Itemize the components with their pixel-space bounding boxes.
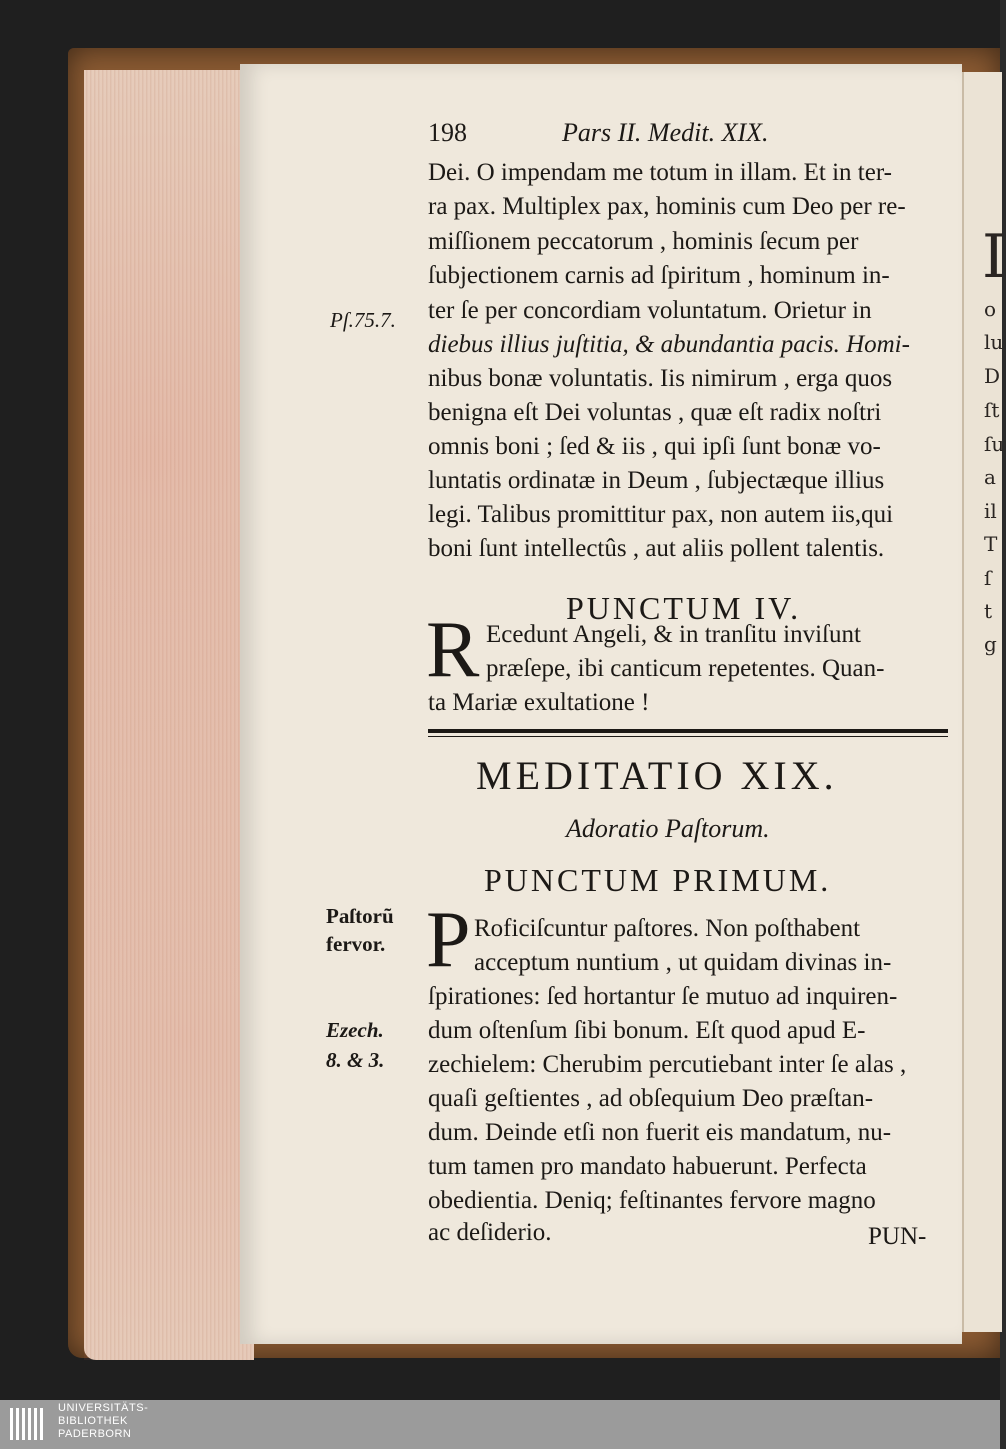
library-logo-icon — [8, 1404, 50, 1444]
text-line: ta Mariæ exultatione ! — [428, 689, 650, 716]
text-line: ra pax. Multiplex pax, hominis cum Deo per re- — [428, 193, 906, 220]
margin-note-pastorum: Paſtorũ — [326, 904, 394, 928]
facing-page-fragment: a — [984, 465, 996, 489]
text-line: Roficiſcuntur paſtores. Non poſthabent — [474, 915, 861, 942]
punctum-primum-heading: PUNCTUM PRIMUM. — [484, 862, 832, 898]
dropcap-r: R — [426, 606, 480, 694]
facing-page-edge — [962, 72, 1006, 1332]
text-line: quaſi geſtientes , ad obſequium Deo præſtan- — [428, 1085, 874, 1112]
logo-line: PADERBORN — [58, 1428, 132, 1440]
margin-note-ezech-ref: 8. & 3. — [326, 1048, 385, 1072]
facing-page-fragment: T — [984, 532, 998, 556]
text-line: benigna eſt Dei voluntas , quæ eſt radix noſtri — [428, 399, 882, 426]
facing-page-fragment: g — [984, 632, 997, 656]
library-logo-text — [58, 1402, 148, 1441]
meditatio-heading: MEDITATIO XIX. — [476, 753, 838, 798]
text-line: diebus illius juſtitia, & abundantia pacis. Homi- — [428, 331, 910, 358]
footer-bar — [0, 1400, 1000, 1449]
text-line: ac deſiderio. — [428, 1219, 552, 1246]
logo-line: UNIVERSITÄTS- — [58, 1402, 149, 1414]
text-line: ter ſe per concordiam voluntatum. Orietur in — [428, 297, 872, 324]
text-line: dum oſtenſum ſibi bonum. Eſt quod apud E- — [428, 1017, 866, 1044]
text-line: dum. Deinde etſi non fuerit eis mandatum, nu- — [428, 1119, 892, 1146]
facing-page-fragment: I — [982, 222, 1006, 292]
section-rule-thin — [428, 736, 948, 737]
text-line: ſpirationes: ſed hortantur ſe mutuo ad inquiren- — [428, 983, 898, 1010]
catchword: PUN- — [868, 1223, 927, 1250]
text-line: boni ſunt intellectûs , aut aliis pollent talentis. — [428, 535, 885, 562]
facing-page-fragment: D — [984, 364, 1001, 388]
facing-page-fragment: o — [984, 297, 997, 321]
section-rule — [428, 729, 948, 733]
text-line: Ecedunt Angeli, & in tranſitu inviſunt — [486, 621, 861, 648]
text-line: Dei. O impendam me totum in illam. Et in ter- — [428, 159, 892, 186]
dropcap-p: P — [426, 896, 471, 984]
facing-page-fragment: ſt — [984, 398, 1000, 422]
meditatio-subtitle: Adoratio Paſtorum. — [566, 814, 770, 843]
text-line: nibus bonæ voluntatis. Iis nimirum , erga quos — [428, 365, 893, 392]
text-line: tum tamen pro mandato habuerunt. Perfecta — [428, 1153, 867, 1180]
text-line: acceptum nuntium , ut quidam divinas in- — [474, 949, 892, 976]
text-line: ſubjectionem carnis ad ſpiritum , hominum in- — [428, 262, 890, 289]
margin-note-psalm: Pſ.75.7. — [330, 308, 396, 332]
running-title: Pars II. Medit. XIX. — [562, 118, 769, 147]
page-edges — [84, 70, 254, 1360]
facing-page-fragment: il — [984, 499, 997, 523]
punctum-iv-heading: PUNCTUM IV. — [566, 590, 802, 626]
facing-page-fragment: t — [984, 599, 993, 623]
text-line: obedientia. Deniq; feſtinantes fervore magno — [428, 1187, 876, 1214]
text-line: luntatis ordinatæ in Deum , ſubjectæque illius — [428, 467, 885, 494]
text-line: legi. Talibus promittitur pax, non autem iis,qui — [428, 501, 894, 528]
margin-note-fervor: fervor. — [326, 932, 386, 956]
page-number: 198 — [428, 118, 467, 147]
logo-line: BIBLIOTHEK — [58, 1415, 128, 1427]
margin-note-ezech: Ezech. — [326, 1018, 384, 1042]
facing-page-fragment: ſu — [984, 432, 1005, 456]
text-line: præſepe, ibi canticum repetentes. Quan- — [486, 655, 885, 682]
facing-page-fragment: lu — [984, 330, 1004, 354]
text-line: miſſionem peccatorum , hominis ſecum per — [428, 228, 859, 255]
facing-page-fragment: ſ — [984, 566, 992, 590]
text-line: zechielem: Cherubim percutiebant inter ſe alas , — [428, 1051, 907, 1078]
text-line: omnis boni ; ſed & iis , qui ipſi ſunt bonæ vo- — [428, 433, 881, 460]
